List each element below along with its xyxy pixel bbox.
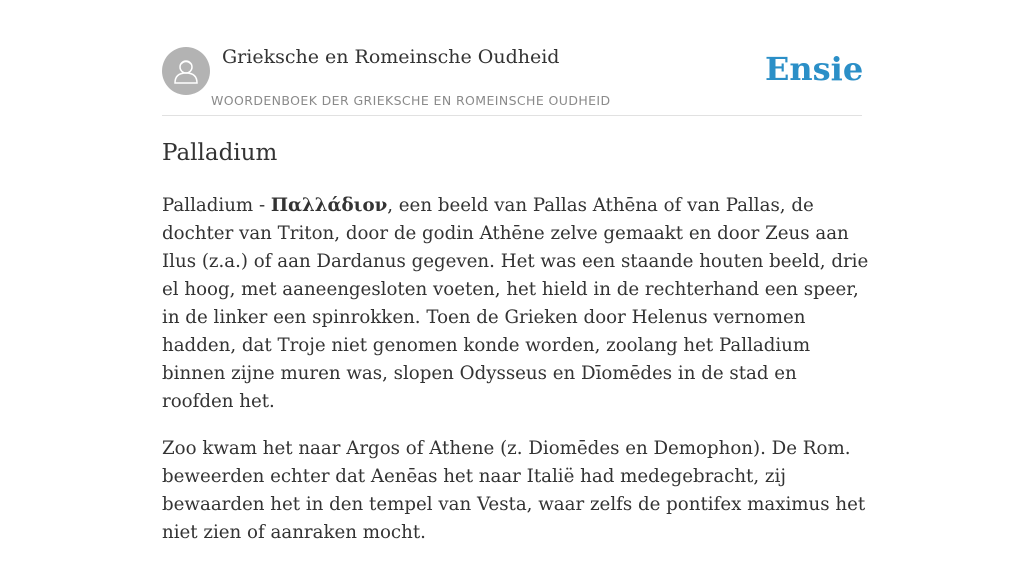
- paragraph-2: Zoo kwam het naar Argos of Athene (z. Diomēdes en Demophon). De Rom. beweerden echter dat Aenēas het naar Italië had medegebracht, zij bewaarden het in den tempel van Vesta, waar zelfs de pontifex maximus het niet zien of aanraken mocht.: [162, 438, 866, 543]
- brand-logo[interactable]: Ensie: [765, 50, 864, 88]
- entry-body: [162, 192, 872, 566]
- user-icon: [171, 56, 201, 86]
- site-subtitle: WOORDENBOEK DER GRIEKSCHE EN ROMEINSCHE OUDHEID: [211, 93, 611, 108]
- entry-title: Palladium: [162, 140, 278, 166]
- paragraph-1: [162, 192, 872, 416]
- greek-term: Παλλάδιον: [270, 195, 388, 216]
- paragraph-1-text: , een beeld van Pallas Athēna of van Pallas, de dochter van Triton, door de godin Athēne zelve gemaakt en door Zeus aan Ilus (z.a.) of aan Dardanus gegeven. Het was een staande houten beeld, drie el hoog, met aaneengesloten voeten, het hield in de rechterhand een speer, in de linker een spinrokken. Toen de Grieken door Helenus vernomen hadden, dat Troje niet genomen konde worden, zoolang het Palladium binnen zijne muren was, slopen Odysseus en Dīomēdes in de stad en roofden het.: [162, 195, 869, 412]
- site-title[interactable]: Grieksche en Romeinsche Oudheid: [222, 46, 560, 68]
- avatar[interactable]: [162, 47, 210, 95]
- header-divider: [162, 115, 862, 116]
- paragraph-1-lead: Palladium -: [162, 195, 271, 216]
